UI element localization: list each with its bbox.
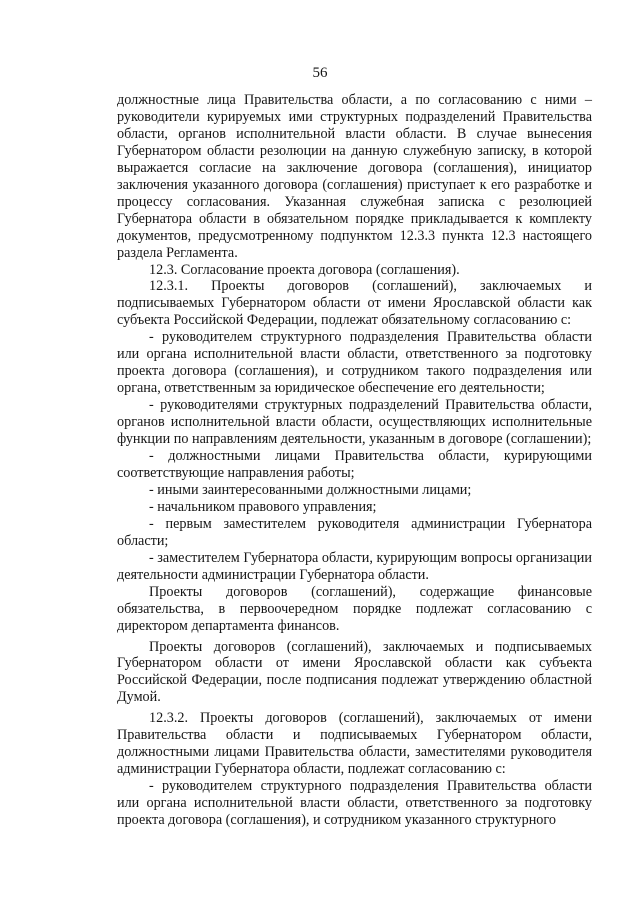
- paragraph-12-3-2: 12.3.2. Проекты договоров (соглашений), заключаемых от имени Правительства области и подписываемых Губернатором области, должностными лицами Правительства области, заместителями руководителя администрации Губернатора области, подлежат согласованию с:: [117, 710, 592, 778]
- list-item: - иными заинтересованными должностными лицами;: [149, 481, 472, 498]
- paragraph-12-3-1: 12.3.1. Проекты договоров (соглашений), заключаемых и подписываемых Губернатором области от имени Ярославской области как субъекта Российской Федерации, подлежат обязательному согласованию с:: [117, 278, 592, 329]
- paragraph-duma-approval: Проекты договоров (соглашений), заключаемых и подписываемых Губернатором области от имени Ярославской области как субъекта Российской Федерации, после подписания подлежат утверждению областной Думой.: [117, 638, 592, 706]
- list-item: - заместителем Губернатора области, курирующим вопросы организации деятельности администрации Губернатора области.: [117, 549, 592, 583]
- page-number: 56: [312, 65, 328, 81]
- paragraph-continuation: должностные лица Правительства области, а по согласованию с ними – руководители курируемых ими структурных подразделений Правительства области, органов исполнительной власти области. В случае вынесения Губернатором области резолюции на данную служебную записку, в которой выражается согласие на заключение договора (соглашения), инициатор заключения указанного договора (соглашения) приступает к его разработке и процессу согласования. Указанная служебная записка с резолюцией Губернатора области в обязательном порядке прикладывается к комплекту документов, предусмотренному подпунктом 12.3.3 пункта 12.3 настоящего раздела Регламента.: [117, 92, 592, 261]
- paragraph-financial-obligations: Проекты договоров (соглашений), содержащие финансовые обязательства, в первоочередном порядке подлежат согласованию с директором департамента финансов.: [117, 583, 592, 634]
- list-item: - руководителем структурного подразделения Правительства области или органа исполнительной власти области, ответственного за подготовку проекта договора (соглашения), и сотрудником такого подразделения или органа, ответственным за юридическое обеспечение его деятельности;: [117, 329, 592, 397]
- section-heading-12-3: 12.3. Согласование проекта договора (соглашения).: [149, 261, 460, 278]
- list-item: - руководителем структурного подразделения Правительства области или органа исполнительной власти области, ответственного за подготовку проекта договора (соглашения), и сотрудником указанного структурного: [117, 778, 592, 829]
- list-item: - руководителями структурных подразделений Правительства области, органов исполнительной власти области, осуществляющих исполнительные функции по направлениям деятельности, указанным в договоре (соглашении);: [117, 397, 592, 448]
- document-body: [117, 92, 592, 829]
- list-item: - начальником правового управления;: [149, 498, 377, 515]
- list-item: - должностными лицами Правительства области, курирующими соответствующие направления работы;: [117, 448, 592, 481]
- list-item: - первым заместителем руководителя администрации Губернатора области;: [117, 515, 592, 549]
